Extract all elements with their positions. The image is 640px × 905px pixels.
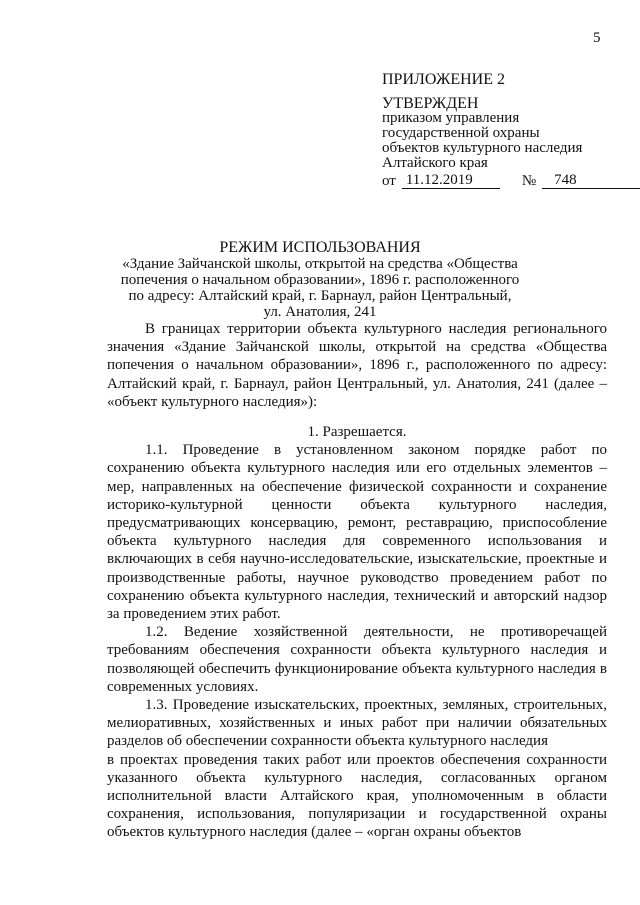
appendix-label: ПРИЛОЖЕНИЕ 2 <box>382 71 506 88</box>
order-reference <box>382 173 640 189</box>
intro-paragraph: В границах территории объекта культурного наследия регионального значения «Здание Зайчанской школы, открытой на средства «Общества попечения о начальном образовании», 1896 г., расположенного по адресу: Алтайский край, г. Барнаул, район Центральный, ул. Анатолия, 241 (далее – «объект культурного наследия»): <box>107 321 607 410</box>
document-body <box>107 320 607 842</box>
title-line: по адресу: Алтайский край, г. Барнаул, район Центральный, <box>128 288 512 304</box>
number-sign: № <box>521 173 537 189</box>
paragraph-1-3: 1.3. Проведение изыскательских, проектных, земляных, строительных, мелиоративных, хозяйственных и иных работ при наличии обязательных разделов об обеспечении сохранности объекта культурного наследия <box>107 697 607 750</box>
document-title <box>100 240 540 320</box>
approval-stamp <box>382 72 640 189</box>
approval-line: Алтайского края <box>382 155 488 171</box>
title-line: ул. Анатолия, 241 <box>263 304 377 320</box>
approval-line: приказом управления <box>382 110 520 126</box>
approved-label: УТВЕРЖДЕН <box>382 95 479 112</box>
approval-line: государственной охраны <box>382 125 540 141</box>
paragraph-1-2: 1.2. Ведение хозяйственной деятельности, не противоречащей требованиям обеспечения сохранности объекта культурного наследия и позволяющей обеспечить функционирование объекта культурного наследия в современных условиях. <box>107 624 607 695</box>
paragraph-1-3-continued: в проектах проведения таких работ или проектов обеспечения сохранности указанного объекта культурного наследия, согласованных органом исполнительной власти Алтайского края, уполномоченным в области сохранения, использования, популяризации и государственной охраны объектов культурного наследия (далее – «орган охраны объектов <box>107 751 607 841</box>
title-line: «Здание Зайчанской школы, открытой на средства «Общества <box>122 256 518 272</box>
section-heading: 1. Разрешается. <box>307 424 407 441</box>
order-date: 11.12.2019 <box>402 173 500 189</box>
paragraph-1-1: 1.1. Проведение в установленном законом порядке работ по сохранению объекта культурного наследия или его отдельных элементов – мер, направленных на обеспечение физической сохранности и сохранение историко-культурной ценности объекта культурного наследия, предусматривающих консервацию, ремонт, реставрацию, приспособление объекта культурного наследия для современного использования и включающих в себя научно-исследовательские, изыскательские, проектные и производственные работы, научное руководство проведением работ по сохранению объекта культурного наследия, технический и авторский надзор за проведением этих работ. <box>107 442 607 623</box>
from-label: от <box>382 173 396 189</box>
title-line: попечения о начальном образовании», 1896 г. расположенного <box>120 272 520 288</box>
title-heading: РЕЖИМ ИСПОЛЬЗОВАНИЯ <box>219 239 421 256</box>
approval-line: объектов культурного наследия <box>382 140 583 156</box>
page-number: 5 <box>593 30 601 46</box>
order-number: 748 <box>542 173 640 189</box>
